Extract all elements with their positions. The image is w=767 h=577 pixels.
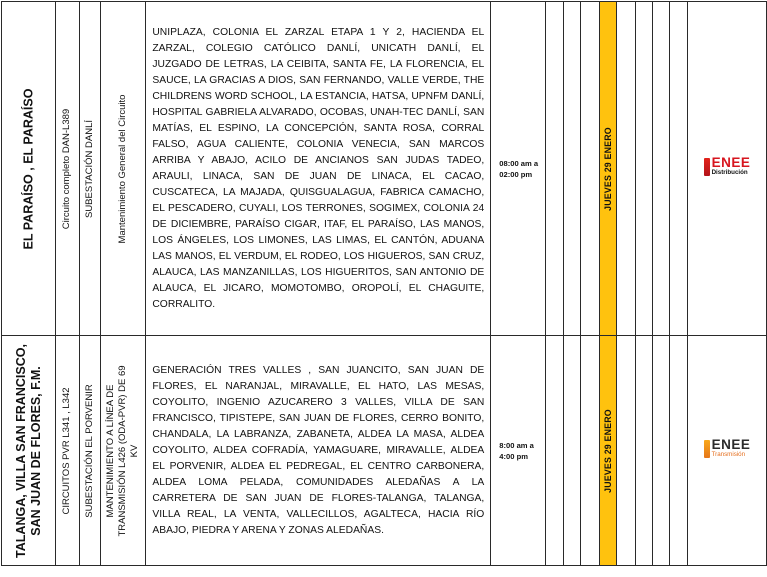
substation-cell: [79, 336, 100, 566]
empty-cell: [546, 2, 563, 336]
day-cell: [599, 2, 616, 336]
sectors-cell: [146, 2, 491, 336]
work-cell: [100, 336, 146, 566]
department-label: EL PARAÍSO , EL PARAÍSO: [21, 88, 36, 249]
empty-cell: [581, 2, 599, 336]
empty-cell: [617, 2, 635, 336]
table-row: [2, 2, 767, 336]
department-cell: [2, 2, 56, 336]
empty-cell: [635, 336, 652, 566]
day-label: JUEVES 29 ENERO: [602, 126, 613, 211]
hours-cell: [491, 2, 546, 336]
empty-cell: [653, 2, 670, 336]
sectors-cell: [146, 336, 491, 566]
empty-cell: [670, 2, 687, 336]
enee-logo-orange-icon: [704, 440, 710, 458]
logo-cell: [687, 2, 766, 336]
day-label: JUEVES 29 ENERO: [602, 408, 613, 493]
empty-cell: [635, 2, 652, 336]
logo-subtitle: Distribución: [711, 169, 748, 177]
substation-label: SUBESTACIÓN DANLÍ: [83, 119, 95, 218]
department-label: TALANGA, VILLA SAN FRANCISCO, SAN JUAN DE FLORES, F.M.: [13, 343, 43, 558]
enee-transmision-logo: [704, 438, 751, 459]
logo-word: ENEE: [711, 155, 751, 171]
day-cell: [599, 336, 616, 566]
hours-end: 4:00 pm: [499, 451, 528, 461]
sectors-text: UNIPLAZA, COLONIA EL ZARZAL ETAPA 1 Y 2, HACIENDA EL ZARZAL, COLEGIO CATÓLICO DANLÍ, UNICATH DANLÍ, EL JUZGADO DE LETRAS, LA CEIBITA, SANTA FE, LA FLORENCIA, EL SAUCE, LA GRACIAS A DIOS, SAN FERNANDO, VALLE VERDE, THE CHILDRENS WORD SCHOOL, LA ESTANCIA, HATSA, UPNFM DANLÍ, HOSPITAL GABRIELA ALVARADO, OCOBAS, UNAH-TEC DANLÍ, SAN MATÍAS, EL ESPINO, LA CONCEPCIÓN, SANTA ROSA, CORRAL FALSO, AGUA CALIENTE, COLONIA VENECIA, SAN MARCOS ARRIBA Y ABAJO, ACILO DE ANCIANOS SAN JUDAS TADEO, ARAULI, LINACA, SAN DE JUAN DE LINACA, EL CACAO, CUSCATECA, LA MAJADA, QUISGUALAGUA, FABRICA CAMACHO, EL PESCADERO, CUYALI, LOS TERRONES, SOGIMEX, COLONIA 24 DE DICIEMBRE, PARAÍSO CIGAR, ITAF, EL PARAÍSO, LAS MANOS, LOS ÁNGELES, LOS LIMONES, LAS LIMAS, EL CANTÓN, ADUANA LAS MANOS, EL VERDUM, EL RODEO, LOS HIGUEROS, SAN CRUZ, ALAUCA, LAS MANZANILLAS, LOS HIGUERITOS, SAN ANTONIO DE ALAUCA, EL JICARO, MOMOTOMBO, OROPOLÍ, EL CHAGUITE, CORRALITO.: [152, 26, 485, 310]
sectors-text: GENERACIÓN TRES VALLES , SAN JUANCITO, SAN JUAN DE FLORES, EL NARANJAL, MIRAVALLE, EL HATO, LAS MESAS, COYOLITO, INGENIO AZUCARERO 3 VALLES, VILLA DE SAN FRANCISCO, TIPISTEPE, SAN JUAN DE FLORES, CERRO BONITO, CHANDALA, LA LABRANZA, ZABANETA, ALDEA LA MASA, ALDEA COYOLITO, ALDEA COFRADÍA, YAMAGUARE, MIRAVALLE, ALDEA EL PORVENIR, ALDEA EL PEDREGAL, EL CENTRO CARBONERA, ALDEA LOMA PELADA, COMUNIDADES ALEDAÑAS A LA CARRETERA DE SAN JUAN DE FLORES-TALANGA, TALANGA, VILLA REAL, LA VENTA, VALLECILLOS, AGALTECA, HACIA RÍO ABAJO, PIEDRA Y ARENA Y ZONAS ALEDAÑAS.: [152, 364, 485, 536]
department-cell: [2, 336, 56, 566]
empty-cell: [653, 336, 670, 566]
hours-cell: [491, 336, 546, 566]
enee-logo-red-icon: [704, 158, 710, 176]
logo-cell: [687, 336, 766, 566]
substation-cell: [79, 2, 100, 336]
hours-start: 08:00 am a: [499, 158, 539, 168]
empty-cell: [670, 336, 687, 566]
logo-word: ENEE: [711, 437, 751, 453]
work-label: MANTENIMIENTO A LÍNEA DE TRANSMISIÓN L426 (ODA-PVR) DE 69 KV: [105, 364, 141, 537]
work-cell: [100, 2, 146, 336]
empty-cell: [581, 336, 599, 566]
circuit-cell: [56, 336, 79, 566]
circuit-cell: [56, 2, 79, 336]
enee-distribucion-logo: [704, 156, 751, 177]
empty-cell: [563, 336, 580, 566]
circuit-label: CIRCUITOS PVR L341 , L342: [61, 386, 73, 515]
hours-start: 8:00 am a: [499, 440, 534, 450]
hours-end: 02:00 pm: [499, 169, 533, 179]
empty-cell: [546, 336, 563, 566]
outage-schedule-table: [1, 1, 767, 566]
empty-cell: [563, 2, 580, 336]
circuit-label: Circuito completo DAN-L389: [61, 108, 73, 229]
work-label: Mantenimiento General del Circuito: [117, 94, 129, 243]
table-row: [2, 336, 767, 566]
substation-label: SUBESTACIÓN EL PORVENIR: [83, 383, 95, 518]
empty-cell: [617, 336, 635, 566]
logo-subtitle: Transmisión: [711, 451, 746, 459]
